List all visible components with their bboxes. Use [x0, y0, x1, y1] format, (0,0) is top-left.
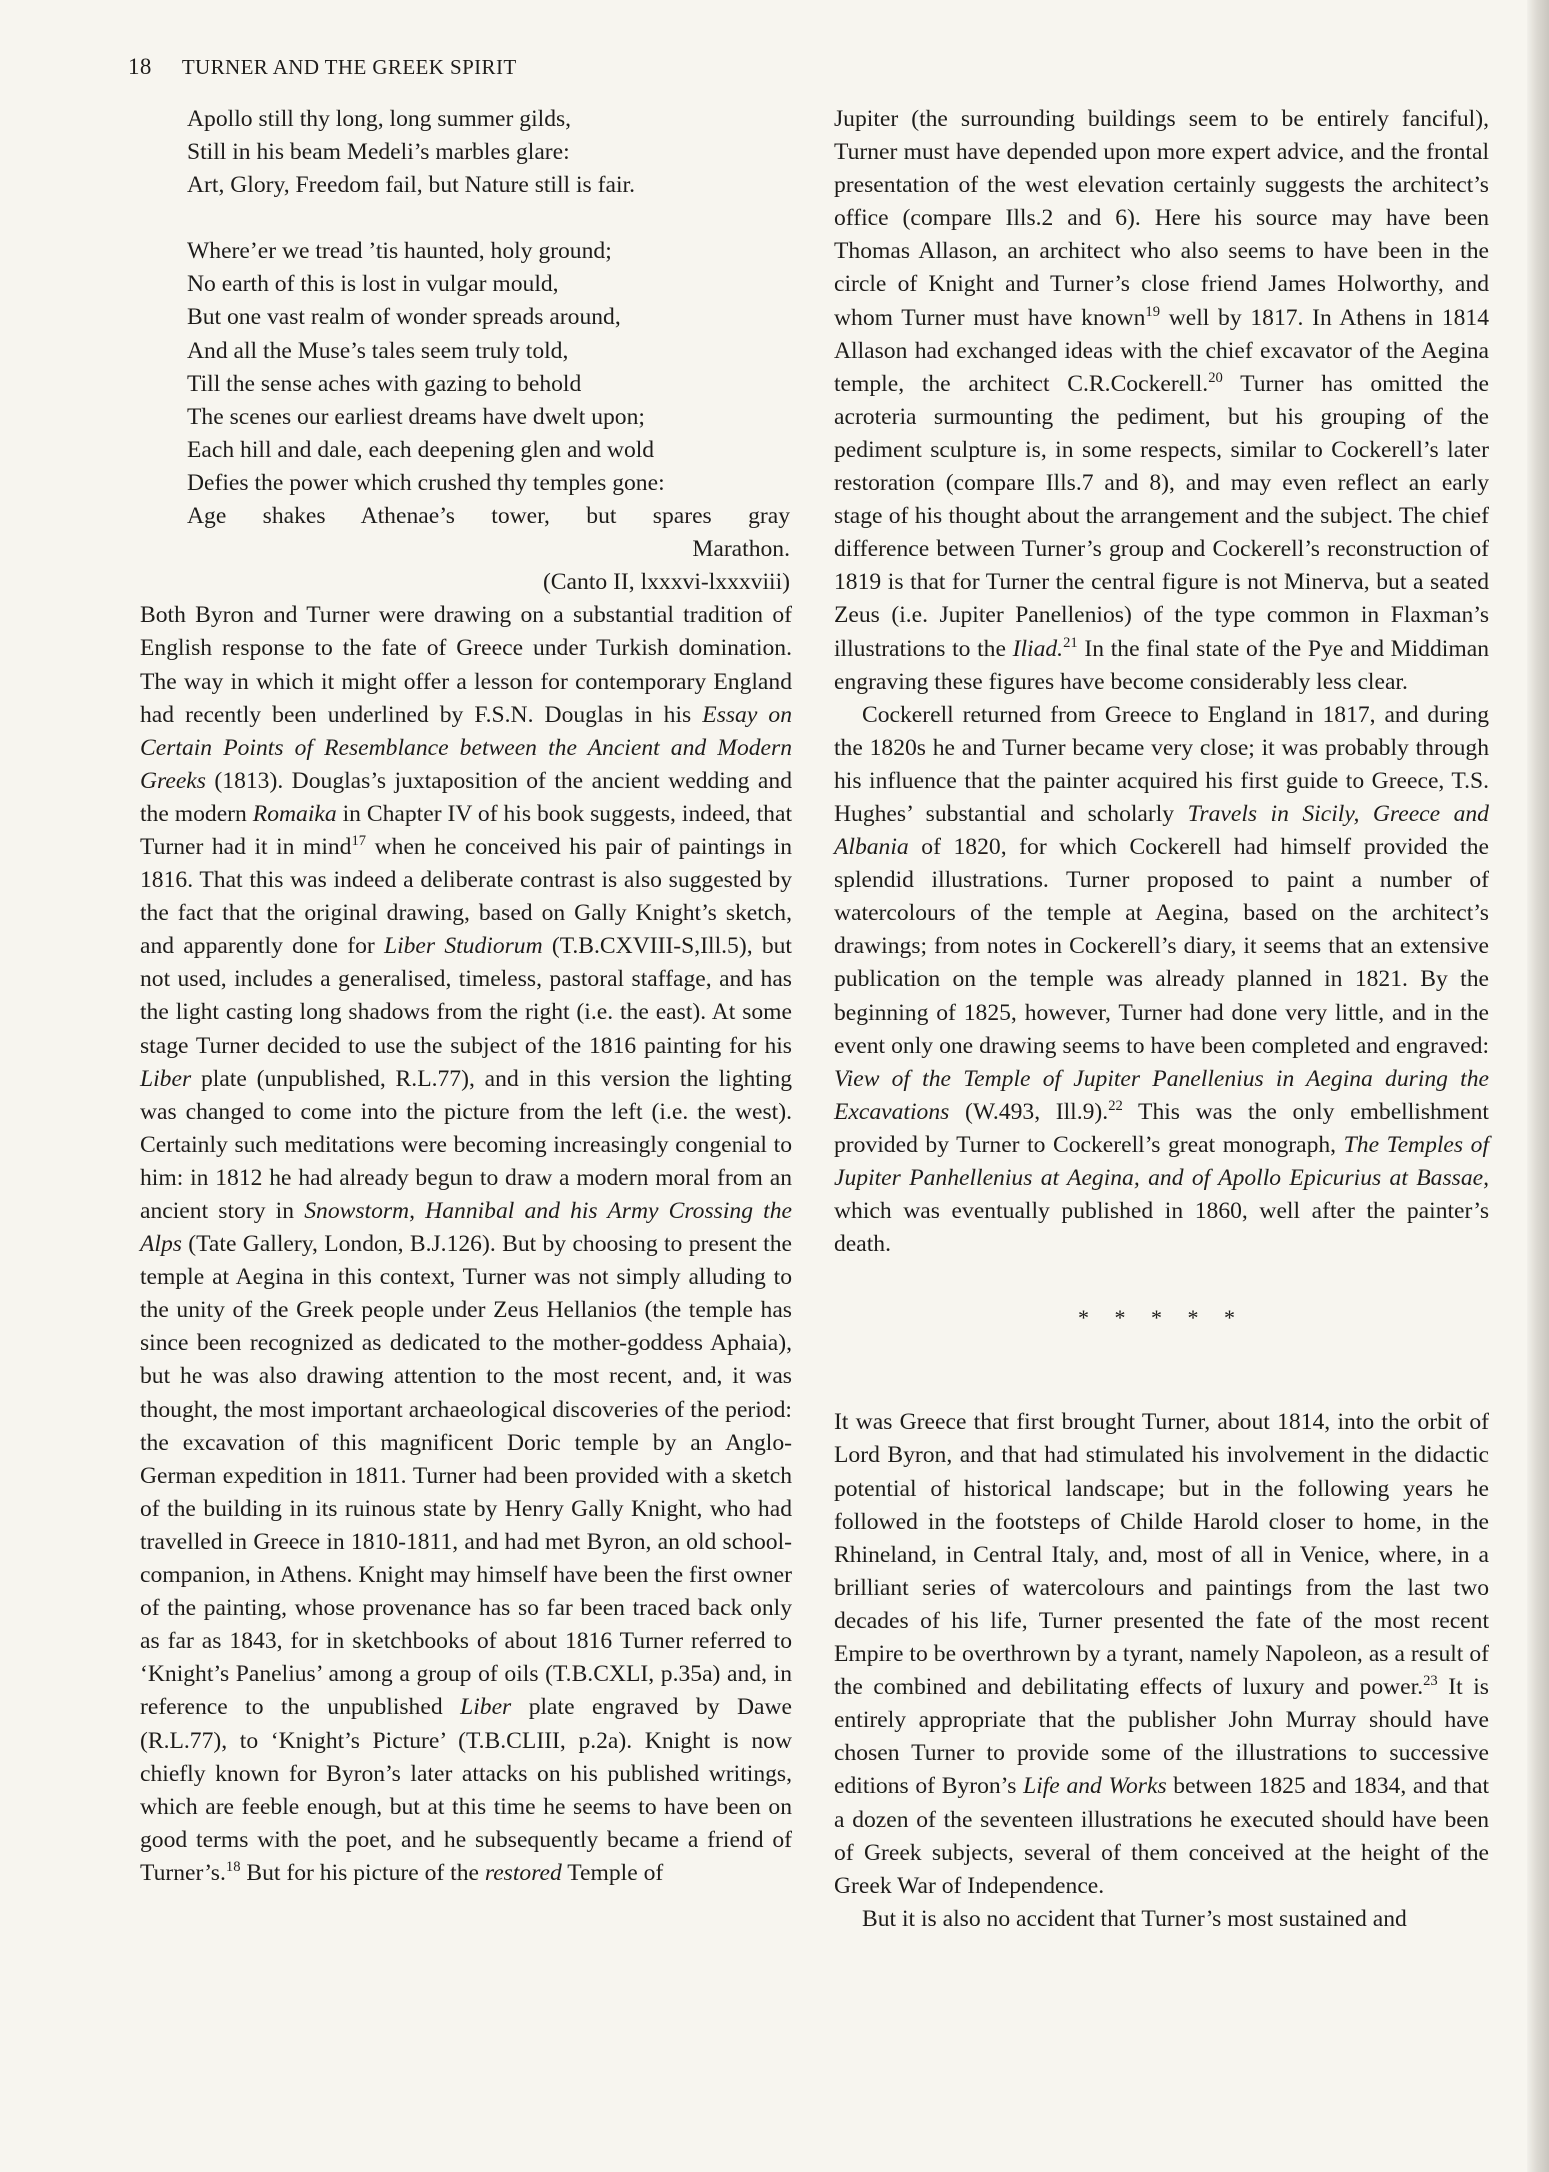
body-paragraph: Cockerell returned from Greece to England in 1817, and during the 1820s he and Turner became very close; it was probably through his influence that the painter acquired his first guide to Greece, T.S. Hughes’ substantial and scholarly Travels in Sicily, Greece and Albania of 1820, for which Cockerell had himself provided the splendid illustrations. Turner proposed to paint a number of watercolours of the temple at Aegina, based on the architect’s drawings; from notes in Cockerell’s diary, it seems that an extensive publication on the temple was already planned in 1821. By the beginning of 1825, however, Turner had done very little, and in the event only one drawing seems to have been completed and engraved: View of the Temple of Jupiter Panellenius in Aegina during the Excavations (W.493, Ill.9).$^{22}$ This was the only embellishment provided by Turner to Cockerell’s great monograph, The Temples of Jupiter Panhellenius at Aegina, and of Apollo Epicurius at Bassae, which was eventually published in 1860, well after the painter’s death. — [834, 701, 1489, 1258]
running-title: TURNER AND THE GREEK SPIRIT — [181, 55, 517, 79]
body-paragraph: It was Greece that first brought Turner, about 1814, into the orbit of Lord Byron, and that had stimulated his involvement in the didactic potential of historical landscape; but in the following years he followed in the footsteps of Childe Harold closer to home, in the Rhineland, in Central Italy, and, most of all in Venice, where, in a brilliant series of watercolours and paintings from the last two decades of his life, Turner presented the fate of the most recent Empire to be overthrown by a tyrant, namely Napoleon, as a result of the combined and debilitating effects of luxury and power.$^{23}$ It is entirely appropriate that the publisher John Murray should have chosen Turner to provide some of the illustrations to successive editions of Byron’s Life and Works between 1825 and 1834, and that a dozen of the seventeen illustrations he executed should have been of Greek subjects, several of them conceived at the height of the Greek War of Independence. — [834, 1409, 1489, 1899]
footnote-ref: 20 — [1208, 369, 1223, 386]
verse-quotation — [187, 103, 792, 599]
verse-line: No earth of this is lost in vulgar mould, — [187, 271, 559, 298]
verse-line: Where’er we tread ’tis haunted, holy ground; — [187, 238, 612, 265]
footnote-ref: 21 — [1063, 634, 1078, 651]
body-paragraph: But it is also no accident that Turner’s most sustained and — [862, 1905, 1407, 1932]
page-edge — [1527, 0, 1549, 2172]
footnote-ref: 23 — [1423, 1673, 1438, 1690]
verse-line: Art, Glory, Freedom fail, but Nature still is fair. — [187, 172, 635, 199]
footnote-ref: 17 — [351, 833, 367, 850]
page-number: 18 — [128, 54, 152, 79]
footnote-ref: 22 — [1108, 1097, 1123, 1114]
verse-line: But one vast realm of wonder spreads around, — [187, 304, 621, 331]
verse-line: The scenes our earliest dreams have dwelt upon; — [187, 403, 645, 430]
verse-line: Each hill and dale, each deepening glen and wold — [187, 436, 655, 463]
section-break: * * * * * — [1078, 1305, 1245, 1331]
left-column — [140, 103, 792, 1890]
verse-line: Age shakes Athenae’s tower, but spares gray — [187, 503, 790, 530]
verse-line: And all the Muse’s tales seem truly told, — [187, 337, 569, 364]
body-paragraph: Both Byron and Turner were drawing on a substantial tradition of English response to the fate of Greece under Turkish domination. The way in which it might offer a lesson for contemporary England had recently been underlined by F.S.N. Douglas in his Essay on Certain Points of Resemblance between the Ancient and Modern Greeks (1813). Douglas’s juxtaposition of the ancient wedding and the modern Romaika in Chapter IV of his book suggests, indeed, that Turner had it in mind$^{17}$ when he conceived his pair of paintings in 1816. That this was indeed a deliberate contrast is also suggested by the fact that the original drawing, based on Gally Knight’s sketch, and apparently done for Liber Studiorum (T.B.CXVIII-S,Ill.5), but not used, includes a generalised, timeless, pastoral staffage, and has the light casting long shadows from the right (i.e. the east). At some stage Turner decided to use the subject of the 1816 painting for his Liber plate (unpublished, R.L.77), and in this version the lighting was changed to come into the picture from the left (i.e. the west). Certainly such meditations were becoming increasingly congenial to him: in 1812 he had already begun to draw a modern moral from an ancient story in Snowstorm, Hannibal and his Army Crossing the Alps (Tate Gallery, London, B.J.126). But by choosing to present the temple at Aegina in this context, Turner was not simply alluding to the unity of the Greek people under Zeus Hellanios (the temple has since been recognized as dedicated to the mother-goddess Aphaia), but he was also drawing attention to the most recent, and, it was thought, the most important archaeological discoveries of the period: the excavation of this magnificent Doric temple by an Anglo-German expedition in 1811. Turner had been provided with a sketch of the building in its ruinous state by Henry Gally Knight, who had travelled in Greece in 1810-1811, and had met Byron, an old school-companion, in Athens. Knight may himself have been the first owner of the painting, whose provenance has so far been traced back only as far as 1843, for in sketchbooks of about 1816 Turner referred to ‘Knight’s Panelius’ among a group of oils (T.B.CXLI, p.35a) and, in reference to the unpublished Liber plate engraved by Dawe (R.L.77), to ‘Knight’s Picture’ (T.B.CLIII, p.2a). Knight is now chiefly known for Byron’s later attacks on his published writings, which are feeble enough, but at this time he seems to have been on good terms with the poet, and he subsequently became a friend of Turner’s.$^{18}$ But for his picture of the restored Temple of — [140, 602, 792, 1886]
verse-line: Apollo still thy long, long summer gilds, — [187, 106, 572, 132]
verse-citation: (Canto II, lxxxvi-lxxxviii) — [542, 569, 790, 596]
verse-line-end: Marathon. — [692, 536, 790, 563]
footnote-ref: 18 — [225, 1859, 241, 1876]
running-head — [128, 54, 517, 80]
verse-line: Still in his beam Medeli’s marbles glare: — [187, 139, 570, 166]
verse-line: Defies the power which crushed thy temples gone: — [187, 469, 665, 496]
verse-line: Till the sense aches with gazing to behold — [187, 370, 582, 397]
footnote-ref: 19 — [1145, 303, 1161, 320]
body-paragraph: Jupiter (the surrounding buildings seem to be entirely fanciful), Turner must have depended upon more expert advice, and the frontal presentation of the west elevation certainly suggests the architect’s office (compare Ills.2 and 6). Here his source may have been Thomas Allason, an architect who also seems to have been in the circle of Knight and Turner’s close friend James Holworthy, and whom Turner must have known$^{19}$ well by 1817. In Athens in 1814 Allason had exchanged ideas with the chief excavator of the Aegina temple, the architect C.R.Cockerell.$^{20}$ Turner has omitted the acroteria surmounting the pediment, but his grouping of the pediment sculpture is, in some respects, similar to Cockerell’s later restoration (compare Ills.7 and 8), and may even reflect an early stage of his thought about the arrangement and the subject. The chief difference between Turner’s group and Cockerell’s reconstruction of 1819 is that for Turner the central figure is not Minerva, but a seated Zeus (i.e. Jupiter Panellenios) of the type common in Flaxman’s illustrations to the Iliad.$^{21}$ In the final state of the Pye and Middiman engraving these figures have become considerably less clear. — [834, 106, 1489, 695]
right-column — [834, 103, 1489, 1936]
